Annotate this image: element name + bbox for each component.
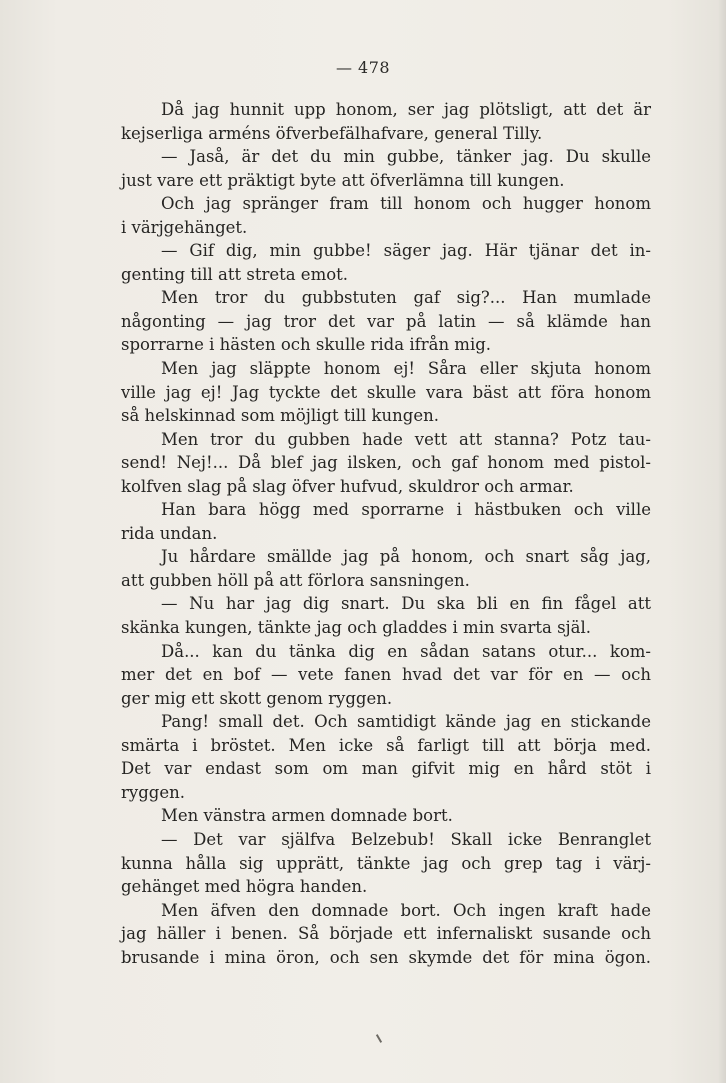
page-number: — 478	[335, 58, 391, 77]
page-edge-shadow	[718, 0, 726, 1083]
text-line: jag häller i benen. Så började ett infernaliskt susande och	[121, 924, 651, 944]
text-line: gehänget med högra handen.	[121, 877, 368, 897]
body-text	[121, 98, 651, 969]
text-line: rida undan.	[121, 523, 218, 543]
text-line: kunna hålla sig upprätt, tänkte jag och grep tag i värj-	[121, 853, 651, 873]
text-line: Pang! small det. Och samtidigt kände jag en stickande	[161, 712, 651, 732]
text-line: Han bara högg med sporrarne i hästbuken och ville	[161, 500, 651, 520]
text-line: Och jag spränger fram till honom och hugger honom	[161, 194, 651, 214]
text-line: just vare ett präktigt byte att öfverlämna till kungen.	[121, 170, 565, 190]
text-line: någonting — jag tror det var på latin — så klämde han	[121, 311, 651, 331]
text-line: kejserliga arméns öfverbefälhafvare, general Tilly.	[121, 123, 543, 143]
text-line: smärta i bröstet. Men icke så farligt till att börja med.	[121, 735, 651, 755]
text-line: ger mig ett skott genom ryggen.	[121, 688, 393, 708]
text-line: — Jaså, är det du min gubbe, tänker jag. Du skulle	[161, 147, 651, 167]
text-line: — Gif dig, min gubbe! säger jag. Här tjänar det in-	[161, 241, 651, 261]
text-line: ryggen.	[121, 782, 185, 802]
text-line: ville jag ej! Jag tyckte det skulle vara bäst att föra honom	[121, 382, 651, 402]
text-line: Men äfven den domnade bort. Och ingen kraft hade	[161, 900, 651, 920]
stray-ink-mark	[376, 1034, 382, 1043]
text-line: Men vänstra armen domnade bort.	[161, 806, 453, 826]
text-line: sporrarne i hästen och skulle rida ifrån mig.	[121, 335, 492, 355]
text-line: Men tror du gubbstuten gaf sig?... Han mumlade	[161, 288, 651, 308]
text-line: genting till att streta emot.	[121, 264, 349, 284]
text-line: så helskinnad som möjligt till kungen.	[121, 406, 439, 426]
text-line: i värjgehänget.	[121, 217, 248, 237]
text-line: skänka kungen, tänkte jag och gladdes i min svarta själ.	[121, 618, 592, 638]
text-line: send! Nej!... Då blef jag ilsken, och gaf honom med pistol-	[121, 453, 651, 473]
text-line: Men jag släppte honom ej! Såra eller skjuta honom	[161, 359, 651, 379]
text-line: att gubben höll på att förlora sansningen.	[121, 570, 470, 590]
text-line: Det var endast som om man gifvit mig en hård stöt i	[121, 759, 651, 779]
text-line: Ju hårdare smällde jag på honom, och snart såg jag,	[161, 547, 651, 567]
text-line: — Nu har jag dig snart. Du ska bli en fin fågel att	[161, 594, 651, 614]
text-line: Då... kan du tänka dig en sådan satans otur... kom-	[161, 641, 651, 661]
text-line: — Det var själfva Belzebub! Skall icke Benranglet	[161, 829, 651, 849]
text-line: Men tror du gubben hade vett att stanna? Potz tau-	[161, 429, 651, 449]
text-line: mer det en bof — vete fanen hvad det var för en — och	[121, 665, 651, 685]
text-line: Då jag hunnit upp honom, ser jag plötsligt, att det är	[161, 100, 651, 119]
text-line: brusande i mina öron, och sen skymde det för mina ögon.	[121, 947, 651, 967]
text-line: kolfven slag på slag öfver hufvud, skuldror och armar.	[121, 476, 574, 496]
